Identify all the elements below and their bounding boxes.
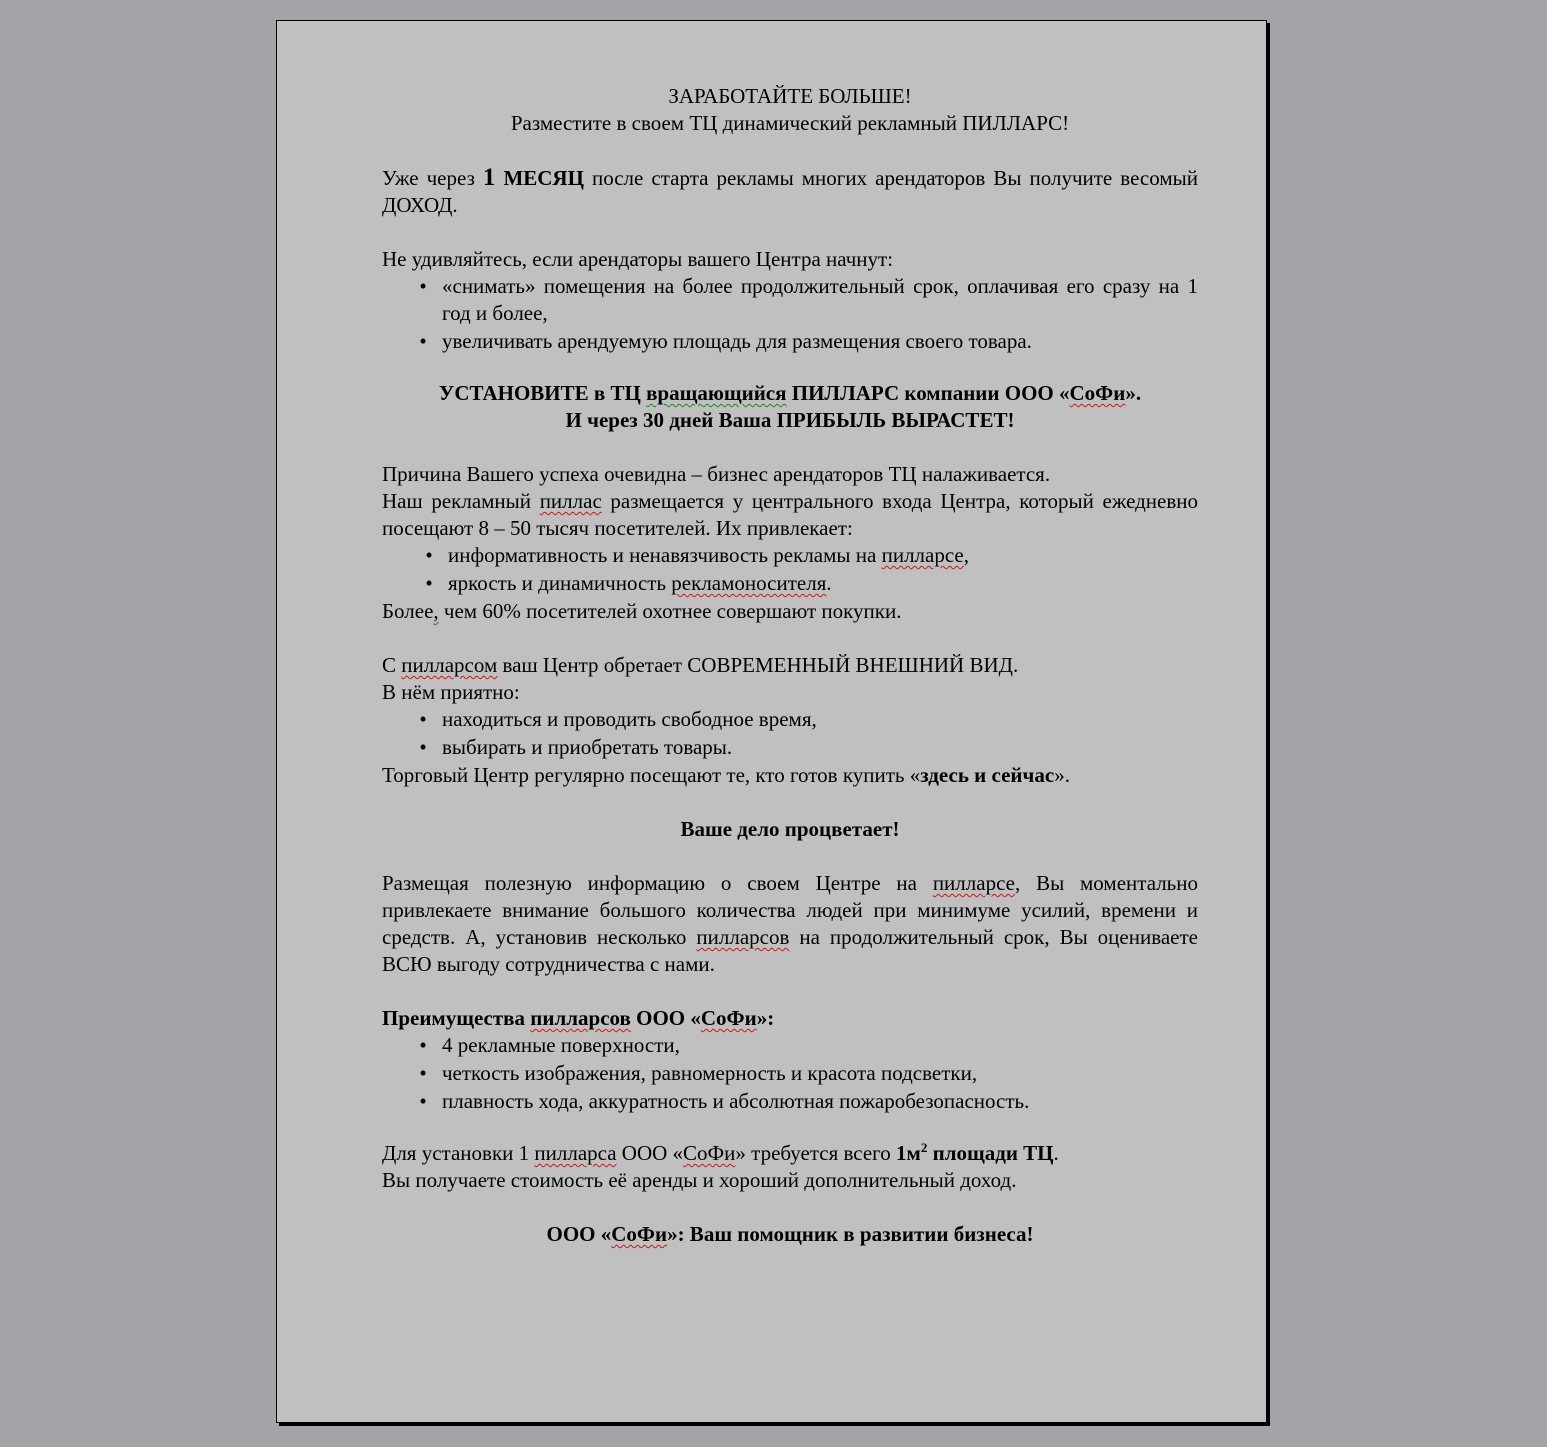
document-page	[276, 20, 1267, 1423]
reason-list	[382, 542, 1198, 597]
bullet-icon: •	[419, 1061, 427, 1085]
modern-last: Торговый Центр регулярно посещают те, кто готов купить «здесь и сейчас».	[382, 763, 1070, 787]
bullet-icon: •	[419, 329, 427, 353]
bullet-icon: •	[425, 571, 433, 595]
list-item: • увеличивать арендуемую площадь для размещения своего товара.	[382, 328, 1198, 355]
list-item: • яркость и динамичность рекламоносителя.	[382, 570, 1198, 597]
list-item: • 4 рекламные поверхности,	[382, 1032, 1198, 1059]
bullet-icon: •	[419, 1033, 427, 1057]
reason-paragraph: Наш рекламный пиллас размещается у центрального входа Центра, который ежедневно посещают 8 – 50 тысяч посетителей. Их привлекает:	[382, 489, 1199, 540]
bullet-icon: •	[425, 543, 433, 567]
list-item: • информативность и ненавязчивость рекламы на пилларсе,	[382, 542, 1198, 569]
closing-slogan: ООО «СоФи»: Ваш помощник в развитии бизнеса!	[546, 1222, 1034, 1246]
surprise-list	[382, 273, 1198, 355]
document-body	[382, 83, 1198, 1248]
modern-lead: В нём приятно:	[382, 680, 520, 704]
modern-line: С пилларсом ваш Центр обретает СОВРЕМЕННЫЙ ВНЕШНИЙ ВИД.	[382, 653, 1019, 677]
bullet-icon: •	[419, 274, 427, 298]
list-item: • плавность хода, аккуратность и абсолютная пожаробезопасность.	[382, 1088, 1198, 1115]
intro-paragraph: Уже через 1 МЕСЯЦ после старта рекламы многих арендаторов Вы получите весомый ДОХОД.	[382, 164, 1198, 217]
bullet-icon: •	[419, 1089, 427, 1113]
bullet-icon: •	[419, 735, 427, 759]
prosper-heading: Ваше дело процветает!	[680, 817, 900, 841]
headline-subtitle: Разместите в своем ТЦ динамический рекламный ПИЛЛАРС!	[510, 111, 1070, 135]
surprise-lead: Не удивляйтесь, если арендаторы вашего Центра начнут:	[382, 247, 894, 271]
modern-list	[382, 706, 1198, 761]
reason-stat: Более, чем 60% посетителей охотнее совершают покупки.	[382, 599, 902, 623]
info-paragraph: Размещая полезную информацию о своем Центре на пилларсе, Вы моментально привлекаете внимание большого количества людей при минимуме усилий, времени и средств. А, установив несколько пилларсов на продолжительный срок, Вы оцениваете ВСЮ выгоду сотрудничества с нами.	[382, 871, 1198, 976]
list-item: • выбирать и приобретать товары.	[382, 734, 1198, 761]
install-line: Для установки 1 пилларса ООО «СоФи» требуется всего $1м^2$ площади ТЦ.	[382, 1140, 1059, 1165]
advantages-list	[382, 1032, 1198, 1115]
reason-line: Причина Вашего успеха очевидна – бизнес арендаторов ТЦ налаживается.	[382, 462, 1051, 486]
headline-title: ЗАРАБОТАЙТЕ БОЛЬШЕ!	[668, 84, 912, 108]
cta-line-1: УСТАНОВИТЕ в ТЦ вращающийся ПИЛЛАРС компании ООО «СоФи».	[438, 381, 1142, 405]
list-item: • четкость изображения, равномерность и красота подсветки,	[382, 1060, 1198, 1087]
list-item: • «снимать» помещения на более продолжительный срок, оплачивая его сразу на 1 год и более,	[382, 273, 1198, 327]
bullet-icon: •	[419, 707, 427, 731]
install-benefit: Вы получаете стоимость её аренды и хороший дополнительный доход.	[382, 1168, 1017, 1192]
advantages-heading: Преимущества пилларсов ООО «СоФи»:	[382, 1006, 775, 1030]
cta-line-2: И через 30 дней Ваша ПРИБЫЛЬ ВЫРАСТЕТ!	[565, 408, 1015, 432]
list-item: • находиться и проводить свободное время,	[382, 706, 1198, 733]
